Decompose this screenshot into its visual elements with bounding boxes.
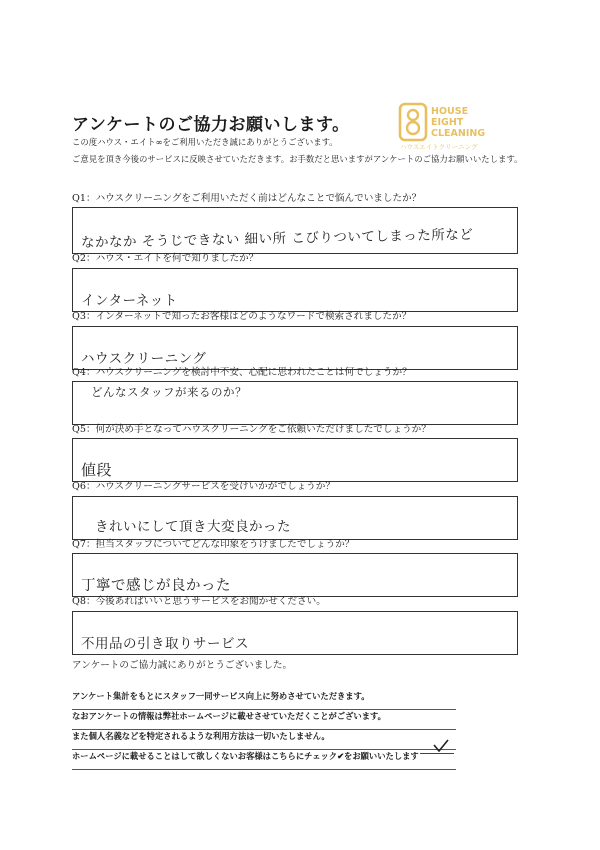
note-3: また個人名義などを特定されるような利用方法は一切いたしません。 bbox=[72, 730, 456, 750]
logo-text-2: EIGHT bbox=[431, 117, 464, 128]
question-2: Q2：ハウス・エイトを何で知りましたか？ bbox=[72, 253, 259, 264]
question-8: Q8：今後あればいいと思うサービスをお聞かせください。 bbox=[72, 596, 326, 607]
notes-section bbox=[72, 690, 456, 770]
answer-box-6 bbox=[72, 496, 518, 540]
closing-message: アンケートのご協力誠にありがとうございました。 bbox=[72, 660, 293, 671]
answer-box-2 bbox=[72, 268, 518, 312]
answer-box-7 bbox=[72, 553, 518, 597]
question-1: Q1：ハウスクリーニングをご利用いただく前はどんなことで悩んでいましたか？ bbox=[72, 193, 422, 204]
company-logo bbox=[398, 102, 496, 152]
page-title: アンケートのご協力お願いします。 bbox=[72, 115, 350, 135]
answer-6: きれいにして頂き大変良かった bbox=[95, 519, 291, 535]
answer-box-4 bbox=[72, 381, 518, 425]
note-2: なおアンケートの情報は弊社ホームページに載せさせていただくことがございます。 bbox=[72, 710, 456, 730]
logo-text-3: CLEANING bbox=[431, 128, 486, 139]
publish-opt-out-checkbox[interactable] bbox=[432, 738, 450, 752]
answer-3: ハウスクリーニング bbox=[81, 351, 207, 367]
intro-line-1: この度ハウス・エイト∞をご利用いただき誠にありがとうございます。 bbox=[72, 137, 338, 147]
answer-box-8 bbox=[72, 611, 518, 655]
answer-5: 値段 bbox=[81, 461, 113, 479]
question-4: Q4：ハウスクリーニングを検討中不安、心配に思われたことは何でしょうか？ bbox=[72, 367, 412, 378]
question-5: Q5：何が決め手となってハウスクリーニングをご依頼いただけましたでしょうか？ bbox=[72, 424, 431, 435]
intro-line-2: ご意見を頂き今後のサービスに反映させていただきます。お手数だと思いますがアンケートのご協力お願いいたします。 bbox=[72, 154, 523, 164]
question-6: Q6：ハウスクリーニングサービスを受けいかがでしょうか？ bbox=[72, 481, 335, 492]
note-1: アンケート集計をもとにスタッフ一同サービス向上に努めさせていただきます。 bbox=[72, 690, 456, 710]
answer-7: 丁寧で感じが良かった bbox=[81, 578, 231, 594]
answer-8: 不用品の引き取りサービス bbox=[81, 636, 249, 652]
question-7: Q7：担当スタッフについてどんな印象をうけましたでしょうか？ bbox=[72, 539, 355, 550]
question-3: Q3：インターネットで知ったお客様はどのようなワードで検索されましたか？ bbox=[72, 311, 412, 322]
answer-box-3 bbox=[72, 326, 518, 370]
checkmark-icon bbox=[432, 739, 450, 753]
logo-subtext: ハウスエイトクリーニング bbox=[400, 143, 478, 151]
answer-box-1 bbox=[72, 207, 518, 254]
answer-2: インターネット bbox=[81, 293, 178, 309]
answer-1: なかなか そうじできない 細い所 こびりついてしまった所など bbox=[80, 226, 474, 251]
answer-4: どんなスタッフが来るのか？ bbox=[91, 385, 247, 399]
checkbox-line bbox=[420, 753, 454, 754]
note-4: ホームページに載せることはして欲しくないお客様はこちらにチェック✔をお願いいたします bbox=[72, 750, 456, 770]
logo-text-1: HOUSE bbox=[431, 106, 469, 117]
answer-box-5 bbox=[72, 438, 518, 482]
